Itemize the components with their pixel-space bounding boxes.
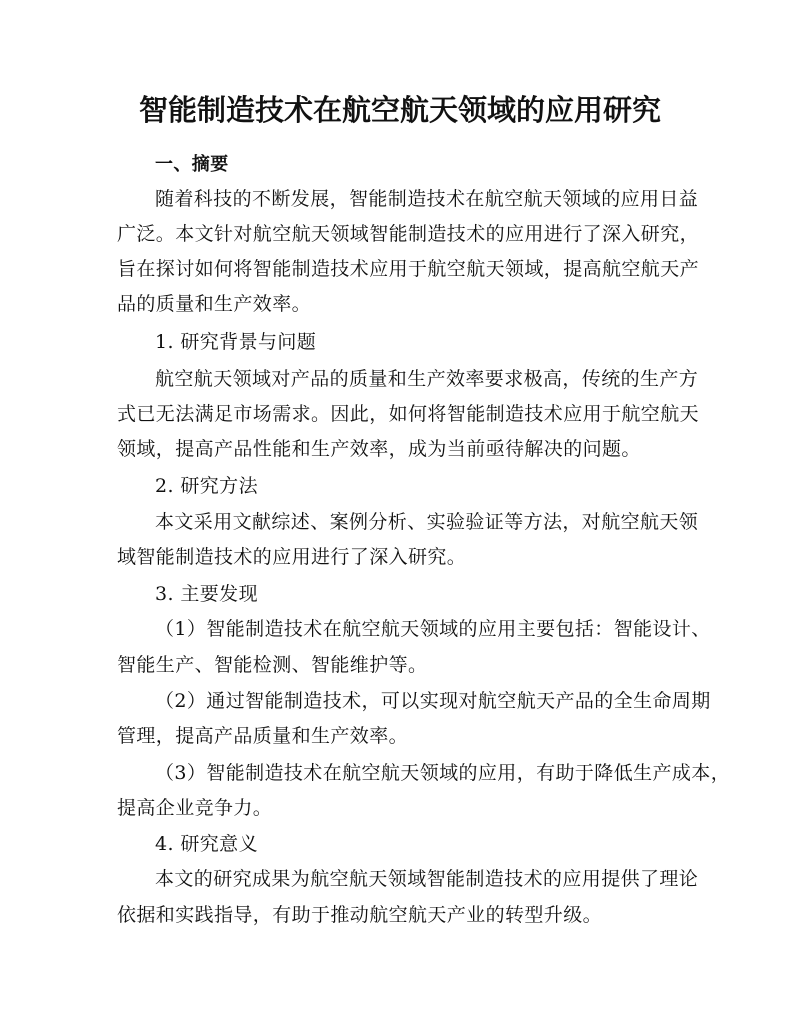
section-heading: 3. 主要发现 — [155, 583, 258, 605]
paragraph-line: 本文采用文献综述、案例分析、实验验证等方法，对航空航天领 — [155, 511, 699, 533]
paragraph-line: 随着科技的不断发展，智能制造技术在航空航天领域的应用日益 — [155, 188, 699, 210]
paragraph-line: 依据和实践指导，有助于推动航空航天产业的转型升级。 — [117, 904, 603, 926]
section-heading: 1. 研究背景与问题 — [155, 331, 317, 353]
paragraph-line: 广泛。本文针对航空航天领域智能制造技术的应用进行了深入研究， — [117, 223, 700, 245]
page-title: 智能制造技术在航空航天领域的应用研究 — [138, 93, 661, 127]
abstract-heading: 一、摘要 — [155, 154, 229, 175]
paragraph-line: 旨在探讨如何将智能制造技术应用于航空航天领域，提高航空航天产 — [117, 258, 700, 280]
paragraph-line: 式已无法满足市场需求。因此，如何将智能制造技术应用于航空航天 — [117, 403, 700, 425]
paragraph-line: 本文的研究成果为航空航天领域智能制造技术的应用提供了理论 — [155, 868, 699, 890]
paragraph-line: 品的质量和生产效率。 — [117, 293, 312, 315]
list-item-line: （2）通过智能制造技术，可以实现对航空航天产品的全生命周期 — [155, 690, 711, 712]
section-heading: 4. 研究意义 — [155, 833, 258, 855]
list-item-line: 管理，提高产品质量和生产效率。 — [117, 725, 409, 747]
list-item-line: 提高企业竞争力。 — [117, 797, 273, 819]
list-item-line: （1）智能制造技术在航空航天领域的应用主要包括：智能设计、 — [155, 618, 711, 640]
paragraph-line: 域智能制造技术的应用进行了深入研究。 — [117, 546, 467, 568]
list-item-line: （3）智能制造技术在航空航天领域的应用，有助于降低生产成本， — [155, 762, 731, 784]
section-heading: 2. 研究方法 — [155, 475, 258, 497]
paragraph-line: 航空航天领域对产品的质量和生产效率要求极高，传统的生产方 — [155, 368, 699, 390]
paragraph-line: 领域，提高产品性能和生产效率，成为当前亟待解决的问题。 — [117, 438, 641, 460]
list-item-line: 智能生产、智能检测、智能维护等。 — [117, 654, 428, 676]
